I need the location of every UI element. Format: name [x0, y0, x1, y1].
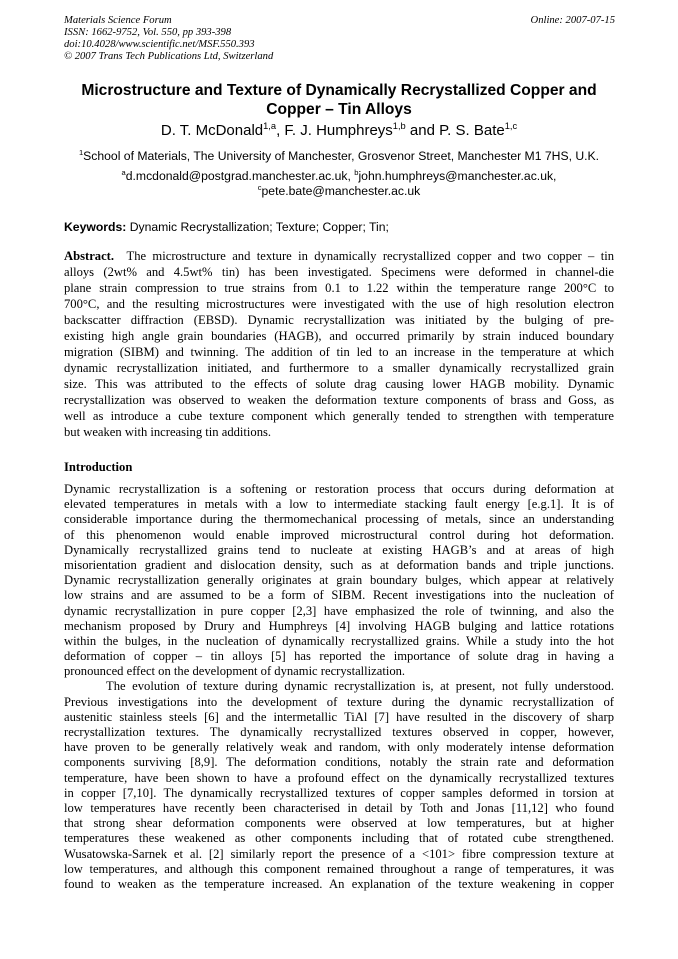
affiliation-marker: 1: [78, 147, 84, 157]
email-marker: b: [354, 167, 359, 177]
keywords: [64, 220, 389, 234]
email-marker: c: [257, 182, 262, 192]
doi: doi:10.4028/www.scientific.net/MSF.550.393: [64, 39, 255, 50]
text-line: The evolution of texture during dynamic recrystallization is, at present, not fully understood.: [106, 679, 614, 694]
email: d.mcdonald@postgrad.manchester.ac.uk,: [125, 169, 355, 183]
text-line: deformation of copper – tin alloys [5] has reported the importance of solute drag in having a: [64, 649, 614, 664]
text-line: plane strain compression to true strains from 0.1 to 1.22 within the temperature range 200°C to: [64, 281, 614, 295]
text-line: pronounced effect on the development of dynamic recrystallization.: [64, 664, 406, 679]
text-line: existing high angle grain boundaries (HAGB), and occurred primarily by strain induced boundary: [64, 329, 614, 343]
text-line: austenitic stainless steels [6] and the intermetallic TiAl [7] have resulted in the discovery of sharp: [64, 709, 614, 724]
journal-header: [64, 15, 273, 63]
text-line: components surviving [8,9]. The deformation conditions, notably the strain rate and deformation: [64, 755, 614, 770]
text-line: alloys (2wt% and 4.5wt% tin) has been investigated. Specimens were deformed in channel-die: [64, 265, 614, 279]
online-date: Online: 2007-07-15: [530, 15, 615, 26]
text-line: backscatter diffraction (EBSD). Dynamic recrystallization was initiated by the bulging of pre-: [64, 313, 614, 327]
text-line: elevated temperatures in metals with a low to intermediate stacking fault energy [e.g.1]. It is of: [64, 497, 614, 512]
title-line: Copper – Tin Alloys: [266, 101, 412, 118]
text-line: in copper [7,10]. The dynamically recrystallized textures of copper samples deformed in torsion at: [64, 785, 614, 800]
paper-title: [40, 81, 638, 119]
text-line: 700°C, and the resulting microstructures were investigated with the use of high resolution electron: [64, 297, 614, 311]
author-affiliation-marker: 1,c: [504, 121, 518, 131]
text-line: mechanism proposed by Drury and Humphreys [4] involving HAGB bulging and lattice rotations: [64, 618, 614, 633]
text-line: [64, 248, 614, 264]
author-name: F. J. Humphreys: [284, 122, 393, 139]
text-line: size. This was attributed to the effects of solute drag causing lower HAGB mobility. Dynamic: [64, 377, 614, 391]
text-line: low temperatures, and although this component remained throughout a range of temperatures, it was: [64, 861, 614, 876]
text-line: dynamic recrystallization in pure copper [2,3] have emphasized the role of twinning, and also the: [64, 603, 614, 618]
text-line: Dynamic recrystallization generally originates at grain boundary bulges, which appear at relatively: [64, 573, 614, 588]
text-line: migration (SIBM) and twinning. The addition of tin led to an increase in the temperature at which: [64, 345, 614, 359]
text-line-content: The microstructure and texture in dynamically recrystallized copper and two copper – tin: [114, 249, 614, 263]
text-line: dynamic recrystallization initiated, and furthermore to a smaller dynamically recrystallized grain: [64, 361, 614, 375]
journal-name: Materials Science Forum: [64, 15, 172, 26]
email: pete.bate@manchester.ac.uk: [261, 184, 421, 198]
text-line: but weaken with increasing tin additions.: [64, 425, 272, 439]
abstract-label: Abstract.: [64, 249, 115, 263]
text-line: well as introduce a cube texture component which generally tended to strengthen with temperature: [64, 409, 614, 423]
emails: [40, 169, 638, 199]
copyright: © 2007 Trans Tech Publications Ltd, Switzerland: [64, 51, 274, 62]
abstract: [64, 248, 614, 440]
text-line: of this phenomenon would enable improved microstructural control during hot deformation.: [64, 527, 614, 542]
author-separator: and: [405, 122, 440, 139]
keywords-text: Dynamic Recrystallization; Texture; Copper; Tin;: [126, 220, 389, 234]
author-list: [40, 122, 638, 139]
text-line: misorientation gradient and dislocation density, such as at deformation bands and triple junctions.: [64, 557, 614, 572]
text-line: within the bulges, in the nucleation of dynamically recrystallized grains. While a study into the hot: [64, 633, 614, 648]
email: john.humphreys@manchester.ac.uk,: [358, 169, 557, 183]
text-line: recrystallization textures. The dynamically recrystallized textures observed in copper, however,: [64, 725, 614, 739]
text-line: low temperatures have recently been characterised in detail by Toth and Jonas [11,12] who found: [64, 800, 614, 815]
text-line: temperatures these weakened as other components including that of rotated cube strengthened.: [64, 831, 614, 846]
text-line: recrystallization was observed to weaken the deformation texture components of brass and Goss, as: [64, 393, 614, 407]
email-marker: a: [121, 167, 126, 177]
title-line: Microstructure and Texture of Dynamically Recrystallized Copper and: [81, 82, 597, 99]
introduction-body: [64, 482, 614, 892]
author-name: P. S. Bate: [439, 122, 505, 139]
author-affiliation-marker: 1,b: [392, 121, 406, 131]
section-heading-introduction: Introduction: [64, 460, 133, 474]
issn: ISSN: 1662-9752, Vol. 550, pp 393-398: [64, 27, 232, 38]
affiliation-text: School of Materials, The University of Manchester, Grosvenor Street, Manchester M1 7HS, U.K.: [83, 149, 600, 163]
text-line: Wusatowska-Sarnek et al. [2] similarly report the presence of a <101> fibre compression texture at: [64, 846, 614, 861]
text-line: considerable importance during the thermomechanical processing of metals, since an understanding: [64, 512, 614, 527]
author-affiliation-marker: 1,a: [263, 121, 277, 131]
keywords-label: Keywords:: [64, 220, 127, 234]
text-line: found to weaken as the temperature increased. An explanation of the texture weakening in copper: [64, 876, 614, 891]
text-line: that strong shear deformation components were observed at low temperatures, but at higher: [64, 816, 614, 831]
text-line: temperature, have been shown to have a profound effect on the dynamically recrystallized textures: [64, 770, 614, 785]
affiliation: [40, 149, 638, 163]
author-separator: ,: [276, 122, 285, 139]
author-name: D. T. McDonald: [160, 122, 264, 139]
text-line: low strains and are assumed to be a form of SIBM. Recent investigations into the nucleation of: [64, 588, 614, 603]
text-line: Dynamic recrystallization is a softening or restoration process that occurs during deformation at: [64, 482, 614, 496]
text-line: Dynamically recrystallized grains tend to nucleate at existing HAGB’s and at areas of high: [64, 542, 614, 557]
text-line: Previous investigations into the development of texture during the dynamic recrystallization of: [64, 694, 614, 709]
text-line: have proven to be generally relatively weak and random, with only moderately intense deformation: [64, 740, 614, 755]
